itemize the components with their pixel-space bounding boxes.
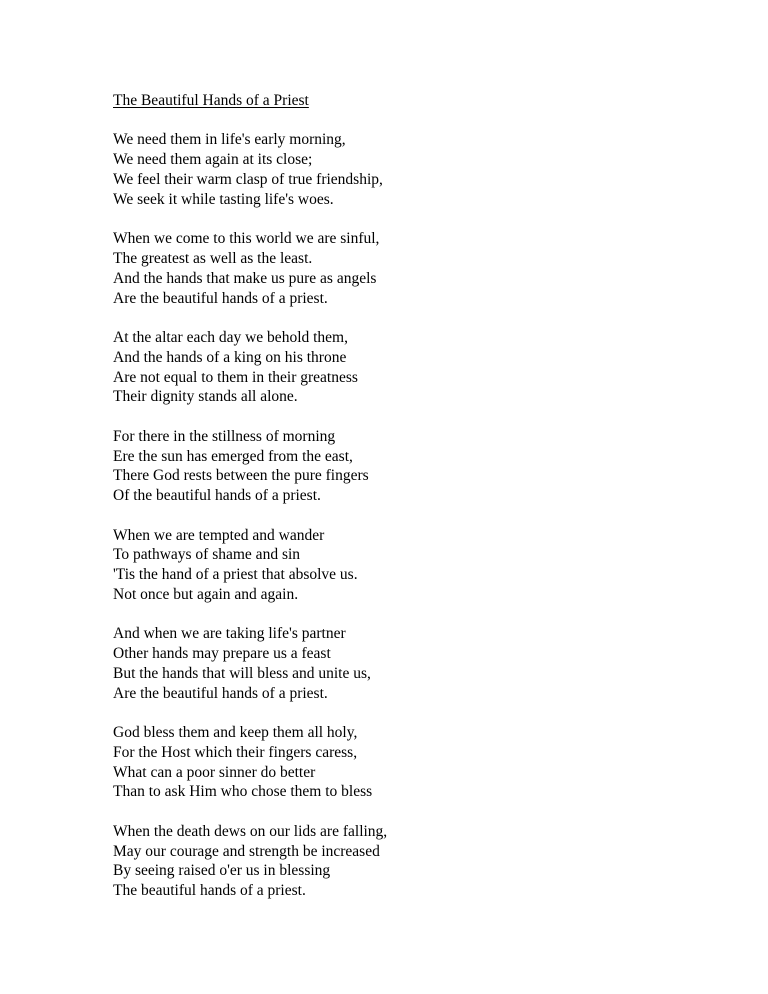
poem-line: And when we are taking life's partner: [113, 625, 346, 643]
poem-line: There God rests between the pure fingers: [113, 467, 369, 485]
poem-line: Are not equal to them in their greatness: [113, 368, 358, 386]
poem-line: When the death dews on our lids are falling,: [113, 822, 388, 840]
poem-line: When we are tempted and wander: [113, 526, 325, 544]
stanza-5: [113, 526, 713, 605]
poem-line: At the altar each day we behold them,: [113, 328, 348, 346]
poem-line: We need them in life's early morning,: [113, 131, 346, 149]
poem-title: The Beautiful Hands of a Priest: [113, 92, 309, 109]
poem-line: Are the beautiful hands of a priest.: [113, 289, 328, 307]
stanza-7: [113, 723, 713, 802]
stanza-1: [113, 130, 713, 209]
poem-line: By seeing raised o'er us in blessing: [113, 862, 331, 880]
poem-line: May our courage and strength be increased: [113, 842, 380, 860]
poem-line: 'Tis the hand of a priest that absolve us.: [113, 566, 358, 584]
stanza-4: [113, 427, 713, 506]
poem-line: Are the beautiful hands of a priest.: [113, 684, 328, 702]
poem-line: Than to ask Him who chose them to bless: [113, 783, 373, 801]
poem-line: Of the beautiful hands of a priest.: [113, 487, 321, 505]
stanza-2: [113, 229, 713, 308]
poem-line: But the hands that will bless and unite us,: [113, 664, 371, 682]
poem-line: We need them again at its close;: [113, 151, 313, 169]
poem-line: Ere the sun has emerged from the east,: [113, 447, 353, 465]
poem-line: For there in the stillness of morning: [113, 427, 336, 445]
stanza-8: [113, 822, 713, 901]
poem-line: And the hands of a king on his throne: [113, 348, 347, 366]
poem-line: God bless them and keep them all holy,: [113, 724, 358, 742]
poem-line: For the Host which their fingers caress,: [113, 743, 358, 761]
poem-line: Not once but again and again.: [113, 585, 299, 603]
stanza-3: [113, 328, 713, 407]
poem-line: What can a poor sinner do better: [113, 763, 316, 781]
poem-line: To pathways of shame and sin: [113, 546, 301, 564]
poem-line: The greatest as well as the least.: [113, 249, 313, 267]
poem-line: And the hands that make us pure as angels: [113, 269, 377, 287]
poem-line: The beautiful hands of a priest.: [113, 882, 306, 900]
poem-line: We feel their warm clasp of true friendship,: [113, 170, 383, 188]
poem-line: Other hands may prepare us a feast: [113, 645, 331, 663]
poem-line: Their dignity stands all alone.: [113, 388, 298, 406]
poem-line: We seek it while tasting life's woes.: [113, 190, 334, 208]
poem: [113, 91, 713, 921]
stanza-6: [113, 624, 713, 703]
poem-line: When we come to this world we are sinful,: [113, 230, 380, 248]
